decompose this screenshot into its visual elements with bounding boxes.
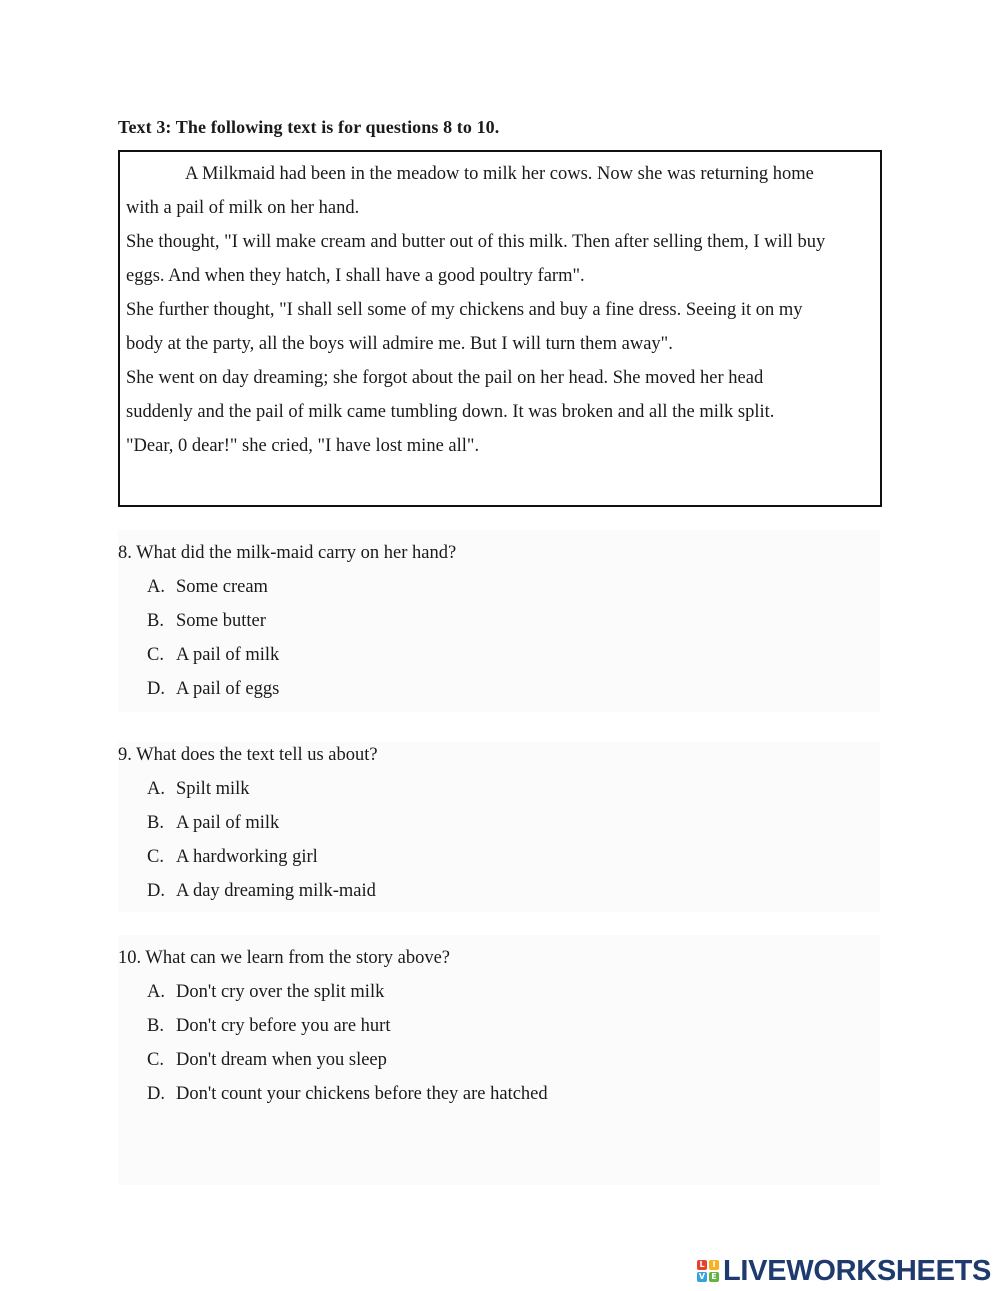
option-text: A hardworking girl	[176, 847, 318, 867]
option-text: A pail of milk	[176, 813, 280, 833]
story-line: She went on day dreaming; she forgot about the pail on her head. She moved her head	[126, 368, 764, 388]
question-text: 9. What does the text tell us about?	[118, 745, 378, 765]
liveworksheets-logo	[697, 1255, 991, 1287]
option-letter: C.	[147, 645, 164, 665]
option-b[interactable]	[118, 604, 878, 638]
option-c[interactable]	[118, 638, 878, 672]
option-letter: C.	[147, 1050, 164, 1070]
option-text: Don't dream when you sleep	[176, 1050, 387, 1070]
option-a[interactable]	[118, 975, 878, 1009]
question-8	[118, 536, 878, 706]
logo-text: LIVEWORKSHEETS	[723, 1254, 992, 1287]
option-letter: A.	[147, 577, 165, 597]
question-10	[118, 941, 878, 1111]
option-c[interactable]	[118, 1043, 878, 1077]
option-letter: A.	[147, 982, 165, 1002]
option-c[interactable]	[118, 840, 878, 874]
option-text: Spilt milk	[176, 779, 250, 799]
option-d[interactable]	[118, 874, 878, 908]
option-letter: B.	[147, 813, 164, 833]
story-text	[126, 160, 874, 466]
option-a[interactable]	[118, 772, 878, 806]
option-d[interactable]	[118, 672, 878, 706]
story-box	[118, 150, 882, 507]
story-line: A Milkmaid had been in the meadow to milk her cows. Now she was returning home	[185, 164, 814, 184]
story-line: She thought, "I will make cream and butter out of this milk. Then after selling them, I will buy	[126, 232, 826, 252]
logo-blocks-icon: L I V E	[697, 1260, 719, 1282]
story-line: with a pail of milk on her hand.	[126, 198, 360, 218]
story-line: "Dear, 0 dear!" she cried, "I have lost mine all".	[126, 436, 480, 456]
option-letter: D.	[147, 1084, 165, 1104]
story-line: eggs. And when they hatch, I shall have a good poultry farm".	[126, 266, 585, 286]
option-text: A day dreaming milk-maid	[176, 881, 376, 901]
option-letter: D.	[147, 881, 165, 901]
option-text: Some cream	[176, 577, 268, 597]
story-line: body at the party, all the boys will admire me. But I will turn them away".	[126, 334, 673, 354]
option-b[interactable]	[118, 1009, 878, 1043]
option-letter: A.	[147, 779, 165, 799]
option-letter: B.	[147, 1016, 164, 1036]
story-line: suddenly and the pail of milk came tumbling down. It was broken and all the milk split.	[126, 402, 775, 422]
story-line: She further thought, "I shall sell some of my chickens and buy a fine dress. Seeing it on my	[126, 300, 803, 320]
option-text: A pail of milk	[176, 645, 280, 665]
option-text: Don't cry over the split milk	[176, 982, 385, 1002]
option-letter: D.	[147, 679, 165, 699]
option-text: Don't count your chickens before they are hatched	[176, 1084, 548, 1104]
question-text: 10. What can we learn from the story above?	[118, 948, 451, 968]
section-heading: Text 3: The following text is for questions 8 to 10.	[118, 117, 500, 137]
option-text: Some butter	[176, 611, 266, 631]
question-9	[118, 738, 878, 908]
option-letter: C.	[147, 847, 164, 867]
question-text: 8. What did the milk-maid carry on her hand?	[118, 543, 457, 563]
option-text: A pail of eggs	[176, 679, 280, 699]
option-a[interactable]	[118, 570, 878, 604]
option-b[interactable]	[118, 806, 878, 840]
option-letter: B.	[147, 611, 164, 631]
option-text: Don't cry before you are hurt	[176, 1016, 391, 1036]
option-d[interactable]	[118, 1077, 878, 1111]
